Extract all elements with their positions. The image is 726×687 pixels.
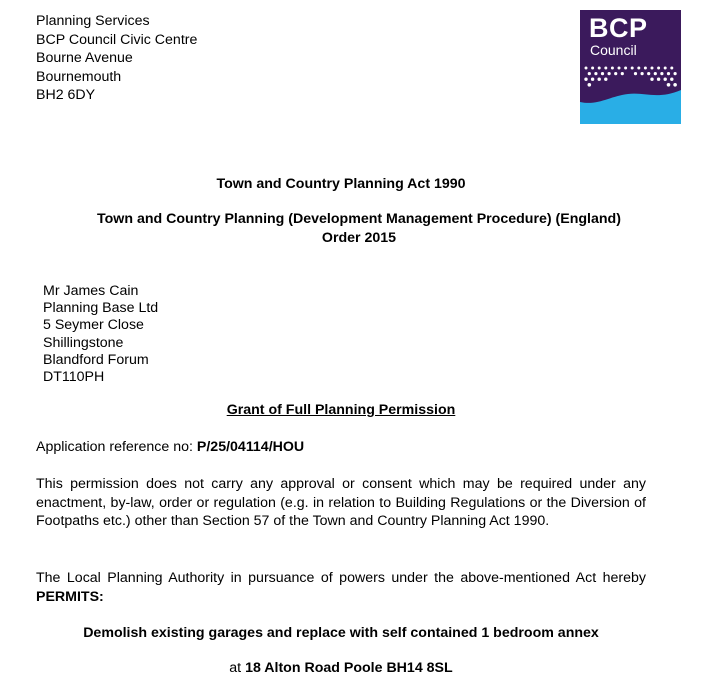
logo-dot xyxy=(634,72,637,75)
logo-dot xyxy=(637,67,640,70)
recipient-line: Mr James Cain xyxy=(43,283,139,299)
logo-dot xyxy=(621,72,624,75)
logo-dot xyxy=(604,67,607,70)
act-heading: Town and Country Planning Act 1990 xyxy=(216,176,466,192)
logo-dot xyxy=(598,67,601,70)
sender-line: BH2 6DY xyxy=(36,87,96,104)
logo-dot xyxy=(585,67,588,70)
logo-brand: BCP xyxy=(589,13,648,43)
recipient-line: Blandford Forum xyxy=(43,351,149,368)
logo-dot xyxy=(657,78,660,81)
logo-dot xyxy=(631,67,634,70)
site-address-value: 18 Alton Road Poole BH14 8SL xyxy=(245,660,453,676)
logo-dot xyxy=(664,67,667,70)
application-reference-label: Application reference no: xyxy=(36,439,197,455)
logo-dot xyxy=(650,78,653,81)
logo-dot xyxy=(598,78,601,81)
decision-title: Grant of Full Planning Permission xyxy=(226,402,456,418)
logo-dot xyxy=(651,67,654,70)
logo-dot xyxy=(601,72,604,75)
order-heading-line2: Order 2015 xyxy=(321,229,397,246)
logo-dot xyxy=(604,78,607,81)
recipient-line: DT110PH xyxy=(43,369,105,386)
logo-dot xyxy=(674,72,677,75)
recipient-line: Shillingstone xyxy=(43,334,124,351)
sender-line: BCP Council Civic Centre xyxy=(36,31,198,48)
logo-dot xyxy=(664,78,667,81)
recipient-address xyxy=(43,283,158,386)
logo-dot xyxy=(611,67,614,70)
logo-dot xyxy=(624,67,627,70)
logo-dot xyxy=(618,67,621,70)
order-heading xyxy=(36,210,682,247)
logo-dot xyxy=(584,78,587,81)
application-reference xyxy=(36,439,304,455)
order-heading-line1: Town and Country Planning (Development Management Procedure) (England) xyxy=(97,211,621,227)
logo-dot xyxy=(667,72,670,75)
sender-address xyxy=(36,12,197,105)
logo-dot xyxy=(594,72,597,75)
logo-dot xyxy=(588,72,591,75)
logo-dot xyxy=(588,83,592,87)
logo-subtitle: Council xyxy=(590,42,637,58)
site-address xyxy=(0,660,682,676)
logo-dot xyxy=(591,78,594,81)
logo-dot xyxy=(673,83,677,87)
logo-dot xyxy=(660,72,663,75)
site-prefix: at xyxy=(229,660,246,676)
logo-dot xyxy=(667,83,671,87)
logo-dot xyxy=(647,72,650,75)
logo-dot xyxy=(670,67,673,70)
sender-line: Bourne Avenue xyxy=(36,50,133,67)
proposal-description: Demolish existing garages and replace with self contained 1 bedroom annex xyxy=(83,625,599,641)
application-reference-value: P/25/04114/HOU xyxy=(196,439,305,455)
recipient-line: Planning Base Ltd xyxy=(43,300,159,317)
logo-dot xyxy=(644,67,647,70)
disclaimer-paragraph: This permission does not carry any approval or consent which may be required under any enactment, by-law, order or regulation (e.g. in relation to Building Regulations or the Diversion of Footpaths etc.) other than Section 57 of the Town and Country Planning Act 1990. xyxy=(36,476,646,530)
logo-dot xyxy=(657,67,660,70)
recipient-line: 5 Seymer Close xyxy=(43,317,144,334)
logo-dot xyxy=(654,72,657,75)
logo-dot xyxy=(614,72,617,75)
logo-dot xyxy=(670,78,673,81)
logo-dot xyxy=(591,67,594,70)
logo-dot xyxy=(608,72,611,75)
authority-text: The Local Planning Authority in pursuance of powers under the above-mentioned Act hereby xyxy=(36,570,646,586)
sender-line: Planning Services xyxy=(36,13,150,29)
authority-paragraph xyxy=(36,569,646,606)
permits-keyword: PERMITS: xyxy=(36,588,104,605)
logo-dot xyxy=(641,72,644,75)
bcp-council-logo xyxy=(580,10,681,124)
sender-line: Bournemouth xyxy=(36,68,122,85)
